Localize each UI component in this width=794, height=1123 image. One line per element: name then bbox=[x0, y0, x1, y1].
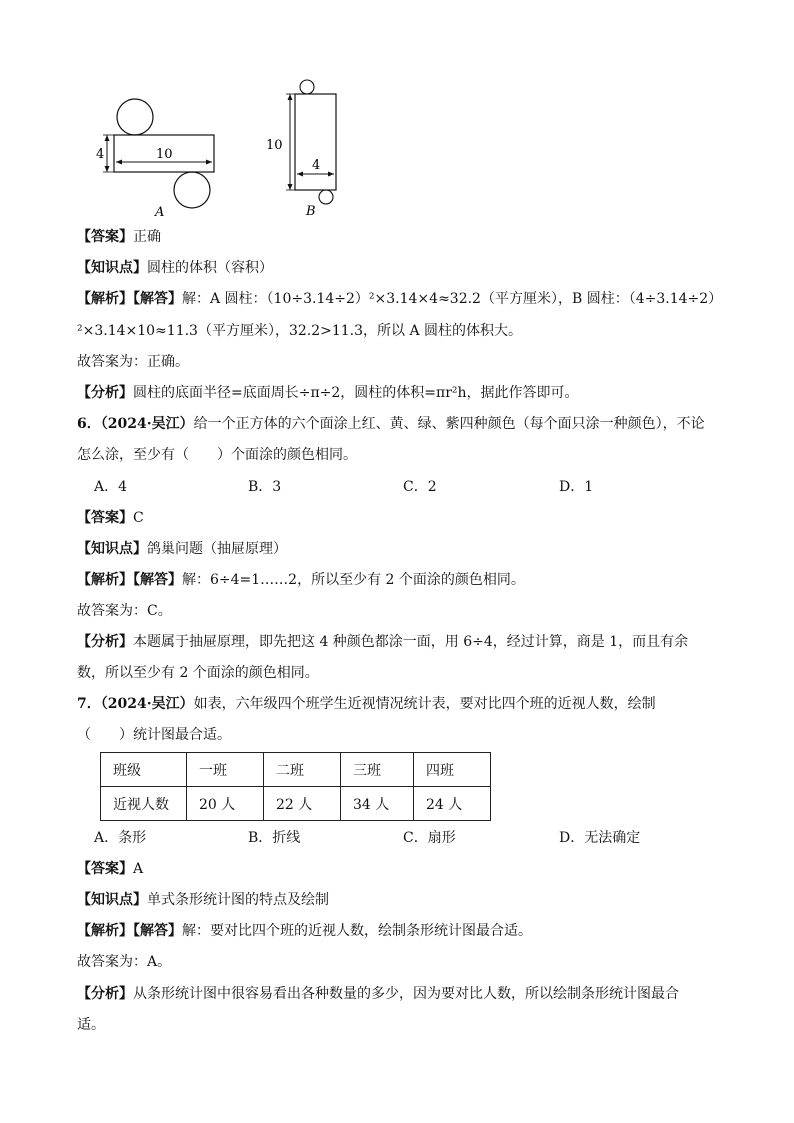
knowledge-value: 圆柱的体积（容积） bbox=[147, 260, 273, 276]
table-header-cell: 三班 bbox=[341, 753, 414, 787]
net-a-height-label: 4 bbox=[96, 147, 105, 162]
q5-knowledge bbox=[77, 259, 273, 277]
question-stem-cont: 怎么涂，至少有（ ）个面涂的颜色相同。 bbox=[77, 447, 357, 463]
analysis-text: 解：6÷4=1……2，所以至少有 2 个面涂的颜色相同。 bbox=[182, 572, 525, 588]
q5-conclusion bbox=[77, 353, 189, 371]
fenxi-text: 本题属于抽屉原理，即先把这 4 种颜色都涂一面，用 6÷4，经过计算，商是 1，而且有余 bbox=[133, 634, 689, 650]
table-row bbox=[101, 787, 491, 821]
net-a-bottom-circle bbox=[174, 172, 210, 208]
q7-analysis bbox=[77, 922, 532, 940]
knowledge-tag: 【知识点】 bbox=[77, 541, 147, 557]
table-row bbox=[101, 753, 491, 787]
table-cell: 34 人 bbox=[341, 787, 414, 821]
question-stem: 如表，六年级四个班学生近视情况统计表，要对比四个班的近视人数，绘制 bbox=[193, 696, 656, 712]
q6-option-c[interactable]: C．2 bbox=[403, 479, 437, 495]
analysis-text-cont: ²×3.14×10≈11.3（平方厘米），32.2>11.3，所以 A 圆柱的体积大。 bbox=[77, 323, 523, 339]
q5-analysis-line1 bbox=[77, 290, 722, 308]
question-number: 6． bbox=[77, 416, 101, 432]
analysis-text: 解：要对比四个班的近视人数，绘制条形统计图最合适。 bbox=[182, 923, 532, 939]
fenxi-text-cont: 数，所以至少有 2 个面涂的颜色相同。 bbox=[77, 665, 319, 681]
q6-knowledge bbox=[77, 540, 287, 558]
answer-value: 正确 bbox=[133, 229, 161, 245]
conclusion-text: 故答案为：正确。 bbox=[77, 354, 189, 370]
question-number: 7． bbox=[77, 696, 101, 712]
knowledge-value: 单式条形统计图的特点及绘制 bbox=[147, 892, 329, 908]
q7-conclusion bbox=[77, 953, 171, 971]
q6-stem-line2 bbox=[77, 446, 357, 464]
fenxi-text: 圆柱的底面半径=底面周长÷π÷2，圆柱的体积=πr²h，据此作答即可。 bbox=[133, 385, 579, 401]
net-b-label: B bbox=[306, 204, 316, 219]
table-cell: 20 人 bbox=[187, 787, 264, 821]
q5-fenxi bbox=[77, 384, 579, 402]
knowledge-tag: 【知识点】 bbox=[77, 892, 147, 908]
q7-stem-line1 bbox=[77, 695, 656, 713]
fenxi-tag: 【分析】 bbox=[77, 385, 133, 401]
q7-option-a[interactable]: A．条形 bbox=[94, 830, 147, 846]
q7-stem-line2 bbox=[77, 726, 231, 744]
question-stem-cont: （ ）统计图最合适。 bbox=[77, 727, 231, 743]
table-header-cell: 班级 bbox=[101, 753, 187, 787]
q7-option-c[interactable]: C．扇形 bbox=[403, 830, 456, 846]
fenxi-tag: 【分析】 bbox=[77, 986, 133, 1002]
analysis-text: 解：A 圆柱：（10÷3.14÷2）²×3.14×4≈32.2（平方厘米），B 圆柱：（4÷3.14÷2） bbox=[182, 291, 723, 307]
analysis-tag: 【解析】【解答】 bbox=[77, 572, 182, 588]
q6-answer bbox=[77, 509, 144, 527]
question-source: （2024·吴江） bbox=[100, 416, 194, 432]
answer-value: C bbox=[133, 510, 144, 526]
cylinder-net-b-figure bbox=[262, 77, 352, 222]
q6-fenxi-line2 bbox=[77, 664, 319, 682]
q7-option-d[interactable]: D．无法确定 bbox=[559, 830, 641, 846]
table-header-cell: 一班 bbox=[187, 753, 264, 787]
q6-fenxi-line1 bbox=[77, 633, 688, 651]
answer-value: A bbox=[133, 861, 144, 877]
q7-knowledge bbox=[77, 891, 329, 909]
table-cell: 24 人 bbox=[414, 787, 491, 821]
net-a-label: A bbox=[155, 205, 165, 220]
q7-fenxi-line2 bbox=[77, 1016, 105, 1034]
net-a-width-label: 10 bbox=[156, 147, 173, 162]
analysis-tag: 【解析】【解答】 bbox=[77, 923, 182, 939]
table-header-cell: 四班 bbox=[414, 753, 491, 787]
q5-analysis-line2 bbox=[77, 322, 522, 340]
q5-answer bbox=[77, 228, 161, 246]
question-stem: 给一个正方体的六个面涂上红、黄、绿、紫四种颜色（每个面只涂一种颜色），不论 bbox=[193, 416, 705, 432]
answer-tag: 【答案】 bbox=[77, 229, 133, 245]
q6-conclusion bbox=[77, 602, 172, 620]
conclusion-text: 故答案为：A。 bbox=[77, 954, 172, 970]
q6-option-b[interactable]: B．3 bbox=[248, 479, 282, 495]
question-source: （2024·吴江） bbox=[100, 696, 194, 712]
myopia-stats-table bbox=[100, 752, 491, 821]
fenxi-text: 从条形统计图中很容易看出各种数量的多少，因为要对比人数，所以绘制条形统计图最合 bbox=[133, 986, 679, 1002]
q6-option-d[interactable]: D．1 bbox=[559, 479, 594, 495]
q7-option-b[interactable]: B．折线 bbox=[248, 830, 301, 846]
q7-answer bbox=[77, 860, 143, 878]
net-b-height-label: 10 bbox=[266, 138, 283, 153]
fenxi-text-cont: 适。 bbox=[77, 1017, 105, 1033]
net-b-bottom-circle bbox=[319, 190, 333, 204]
q6-analysis bbox=[77, 571, 525, 589]
q6-stem-line1 bbox=[77, 415, 705, 433]
q7-fenxi-line1 bbox=[77, 985, 679, 1003]
fenxi-tag: 【分析】 bbox=[77, 634, 133, 650]
answer-tag: 【答案】 bbox=[77, 861, 133, 877]
net-b-width-label: 4 bbox=[312, 158, 321, 173]
conclusion-text: 故答案为：C。 bbox=[77, 603, 172, 619]
net-b-top-circle bbox=[300, 80, 314, 94]
table-cell: 22 人 bbox=[264, 787, 341, 821]
net-a-top-circle bbox=[117, 99, 153, 135]
knowledge-value: 鸽巢问题（抽屉原理） bbox=[147, 541, 287, 557]
knowledge-tag: 【知识点】 bbox=[77, 260, 147, 276]
analysis-tag: 【解析】【解答】 bbox=[77, 291, 182, 307]
q6-option-a[interactable]: A．4 bbox=[94, 479, 128, 495]
table-cell: 近视人数 bbox=[101, 787, 187, 821]
table-header-cell: 二班 bbox=[264, 753, 341, 787]
answer-tag: 【答案】 bbox=[77, 510, 133, 526]
cylinder-net-a-figure bbox=[88, 95, 228, 225]
